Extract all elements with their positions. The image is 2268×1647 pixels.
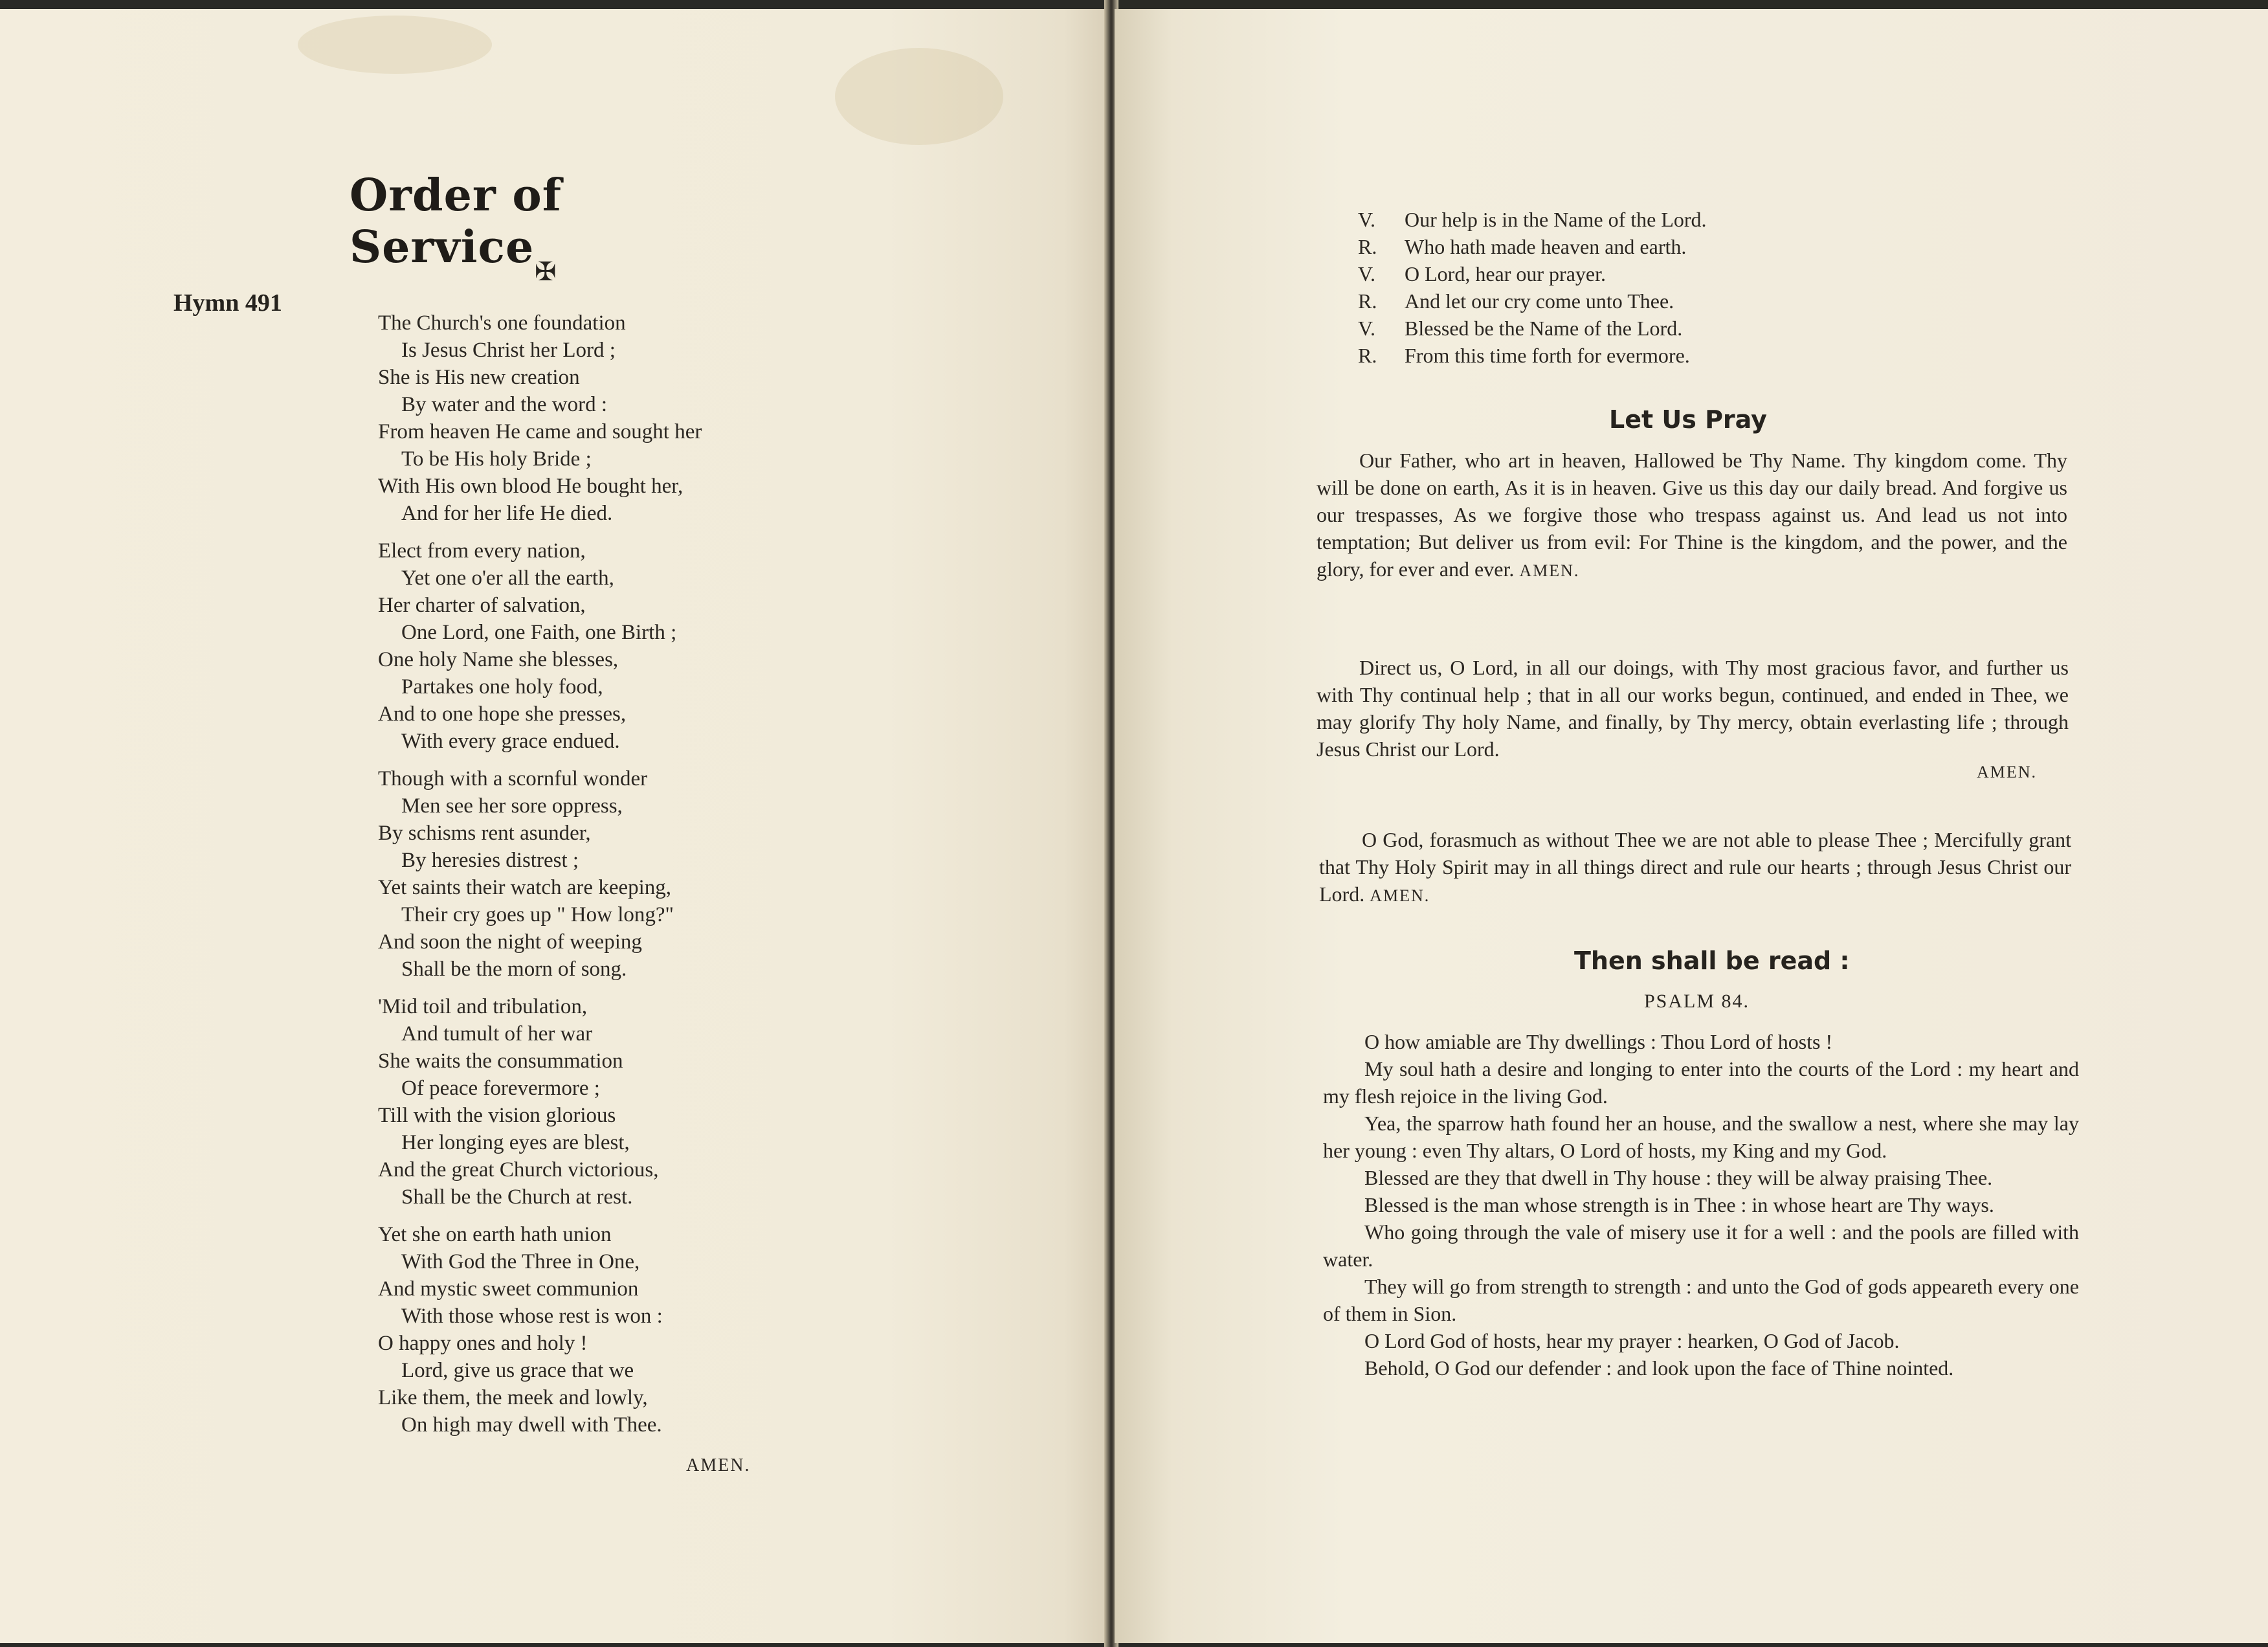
hymn-line: And for her life He died.: [401, 502, 613, 525]
psalm-verse: Behold, O God our defender : and look upon the face of Thine nointed.: [1364, 1356, 1954, 1380]
hymn-line: By heresies distrest ;: [401, 849, 579, 872]
hymn-line: With His own blood He bought her,: [378, 475, 684, 498]
hymn-line: By water and the word :: [401, 393, 607, 416]
hymn-line: And soon the night of weeping: [378, 930, 642, 954]
let-us-pray-heading: Let Us Pray: [1609, 405, 1767, 434]
versicle-row: [1358, 287, 1707, 315]
hymn-label: Hymn 491: [173, 289, 282, 317]
hymn-line: Like them, the meek and lowly,: [378, 1386, 648, 1409]
water-stain: [298, 16, 492, 74]
hymn-line: One Lord, one Faith, one Birth ;: [401, 621, 677, 644]
amen-label: AMEN.: [1370, 886, 1430, 905]
versicle-row: [1358, 342, 1707, 369]
psalm-verse: O how amiable are Thy dwellings : Thou Lord of hosts !: [1364, 1030, 1833, 1053]
psalm-text: [1323, 1028, 2079, 1382]
hymn-line: Of peace forevermore ;: [401, 1077, 600, 1100]
hymn-line: And tumult of her war: [401, 1022, 593, 1046]
cross-icon: ✠: [535, 257, 557, 286]
versicles-responses: [1358, 206, 1707, 369]
hymn-line: With every grace endued.: [401, 730, 620, 753]
amen-label: AMEN.: [1977, 763, 2038, 781]
versicle-text: And let our cry come unto Thee.: [1405, 289, 1674, 313]
hymn-line: Is Jesus Christ her Lord ;: [401, 339, 616, 362]
versicle-text: O Lord, hear our prayer.: [1405, 262, 1606, 286]
amen-label: AMEN.: [1519, 561, 1580, 580]
hymn-line: Yet she on earth hath union: [378, 1223, 612, 1246]
psalm-verse: O Lord God of hosts, hear my prayer : hearken, O God of Jacob.: [1364, 1329, 1900, 1352]
hymn-stanza: [378, 309, 792, 527]
hymn-line: Her longing eyes are blest,: [401, 1131, 630, 1154]
psalm-verse: Who going through the vale of misery use it for a well : and the pools are filled with water.: [1323, 1220, 2079, 1271]
versicle-row: [1358, 315, 1707, 342]
versicle-letter: R.: [1358, 289, 1377, 313]
hymn-line: Till with the vision glorious: [378, 1104, 616, 1127]
hymn-line: 'Mid toil and tribulation,: [378, 995, 588, 1018]
versicle-letter: V.: [1358, 262, 1375, 286]
water-stain: [835, 48, 1003, 145]
hymn-line: Yet one o'er all the earth,: [401, 566, 614, 590]
hymn-line: O happy ones and holy !: [378, 1332, 588, 1355]
hymn-line: Shall be the Church at rest.: [401, 1185, 633, 1209]
versicle-text: Who hath made heaven and earth.: [1405, 235, 1687, 258]
psalm-reference: PSALM 84.: [1644, 991, 1750, 1012]
hymn-line: The Church's one foundation: [378, 311, 626, 335]
hymn-line: She is His new creation: [378, 366, 580, 389]
hymn-stanza: [378, 765, 792, 983]
versicle-letter: V.: [1358, 208, 1375, 231]
hymn-line: By schisms rent asunder,: [378, 822, 591, 845]
hymn-line: With those whose rest is won :: [401, 1305, 663, 1328]
hymn-line: Her charter of salvation,: [378, 594, 586, 617]
hymn-line: Men see her sore oppress,: [401, 794, 623, 818]
hymn-line: From heaven He came and sought her: [378, 420, 702, 443]
hymn-line: On high may dwell with Thee.: [401, 1413, 662, 1437]
collect-o-god: O God, forasmuch as without Thee we are not able to please Thee ; Mercifully grant that Thy Holy Spirit may in all things direct and rule our hearts ; through Jesus Christ our Lord. AMEN.: [1319, 828, 2071, 906]
then-shall-be-read-heading: Then shall be read :: [1574, 947, 1850, 975]
hymn-line: And the great Church victorious,: [378, 1158, 659, 1182]
hymn-line: And mystic sweet communion: [378, 1277, 639, 1301]
versicle-text: From this time forth for evermore.: [1405, 344, 1690, 367]
versicle-row: [1358, 233, 1707, 260]
hymn-line: And to one hope she presses,: [378, 702, 627, 726]
hymn-stanza: [378, 993, 792, 1211]
page-title: Order of Service: [350, 170, 562, 273]
versicle-letter: V.: [1358, 317, 1375, 340]
hymn-stanza: [378, 1221, 792, 1439]
hymn-line: Though with a scornful wonder: [378, 767, 648, 790]
hymn-line: With God the Three in One,: [401, 1250, 640, 1273]
hymn-stanza: [378, 537, 792, 755]
hymn-line: Their cry goes up " How long?": [401, 903, 674, 926]
psalm-verse: They will go from strength to strength : and unto the God of gods appeareth every one of them in Sion.: [1323, 1275, 2079, 1325]
collect-direct-us: Direct us, O Lord, in all our doings, with Thy most gracious favor, and further us with Thy continual help ; that in all our works begun, continued, and ended in Thee, we may glorify Thy holy Name, and finally, by Thy mercy, obtain everlasting life ; through Jesus Christ our Lord.: [1317, 656, 2069, 761]
hymn-line: Partakes one holy food,: [401, 675, 603, 699]
versicle-row: [1358, 206, 1707, 233]
hymn-text: [378, 309, 792, 1449]
hymn-line: Lord, give us grace that we: [401, 1359, 634, 1382]
versicle-text: Blessed be the Name of the Lord.: [1405, 317, 1683, 340]
hymn-line: One holy Name she blesses,: [378, 648, 619, 671]
hymn-line: Elect from every nation,: [378, 539, 586, 563]
versicle-row: [1358, 260, 1707, 287]
lords-prayer: Our Father, who art in heaven, Hallowed be Thy Name. Thy kingdom come. Thy will be done on earth, As it is in heaven. Give us this day our daily bread. And forgive us our trespasses, As we forgive those who trespass against us. And lead us not into temptation; But deliver us from evil: For Thine is the kingdom, and the power, and the glory, for ever and ever. AMEN.: [1317, 449, 2067, 581]
hymn-amen: AMEN.: [686, 1455, 751, 1475]
versicle-letter: R.: [1358, 344, 1377, 367]
hymn-line: Shall be the morn of song.: [401, 958, 627, 981]
versicle-text: Our help is in the Name of the Lord.: [1405, 208, 1707, 231]
psalm-verse: Blessed is the man whose strength is in Thee : in whose heart are Thy ways.: [1364, 1193, 1994, 1216]
hymn-line: Yet saints their watch are keeping,: [378, 876, 672, 899]
psalm-verse: My soul hath a desire and longing to enter into the courts of the Lord : my heart and my flesh rejoice in the living God.: [1323, 1057, 2079, 1108]
psalm-verse: Blessed are they that dwell in Thy house : they will be alway praising Thee.: [1364, 1166, 1993, 1189]
psalm-verse: Yea, the sparrow hath found her an house, and the swallow a nest, where she may lay her young : even Thy altars, O Lord of hosts, my King and my God.: [1323, 1112, 2079, 1162]
hymn-line: She waits the consummation: [378, 1049, 623, 1073]
versicle-letter: R.: [1358, 235, 1377, 258]
hymn-line: To be His holy Bride ;: [401, 447, 592, 471]
